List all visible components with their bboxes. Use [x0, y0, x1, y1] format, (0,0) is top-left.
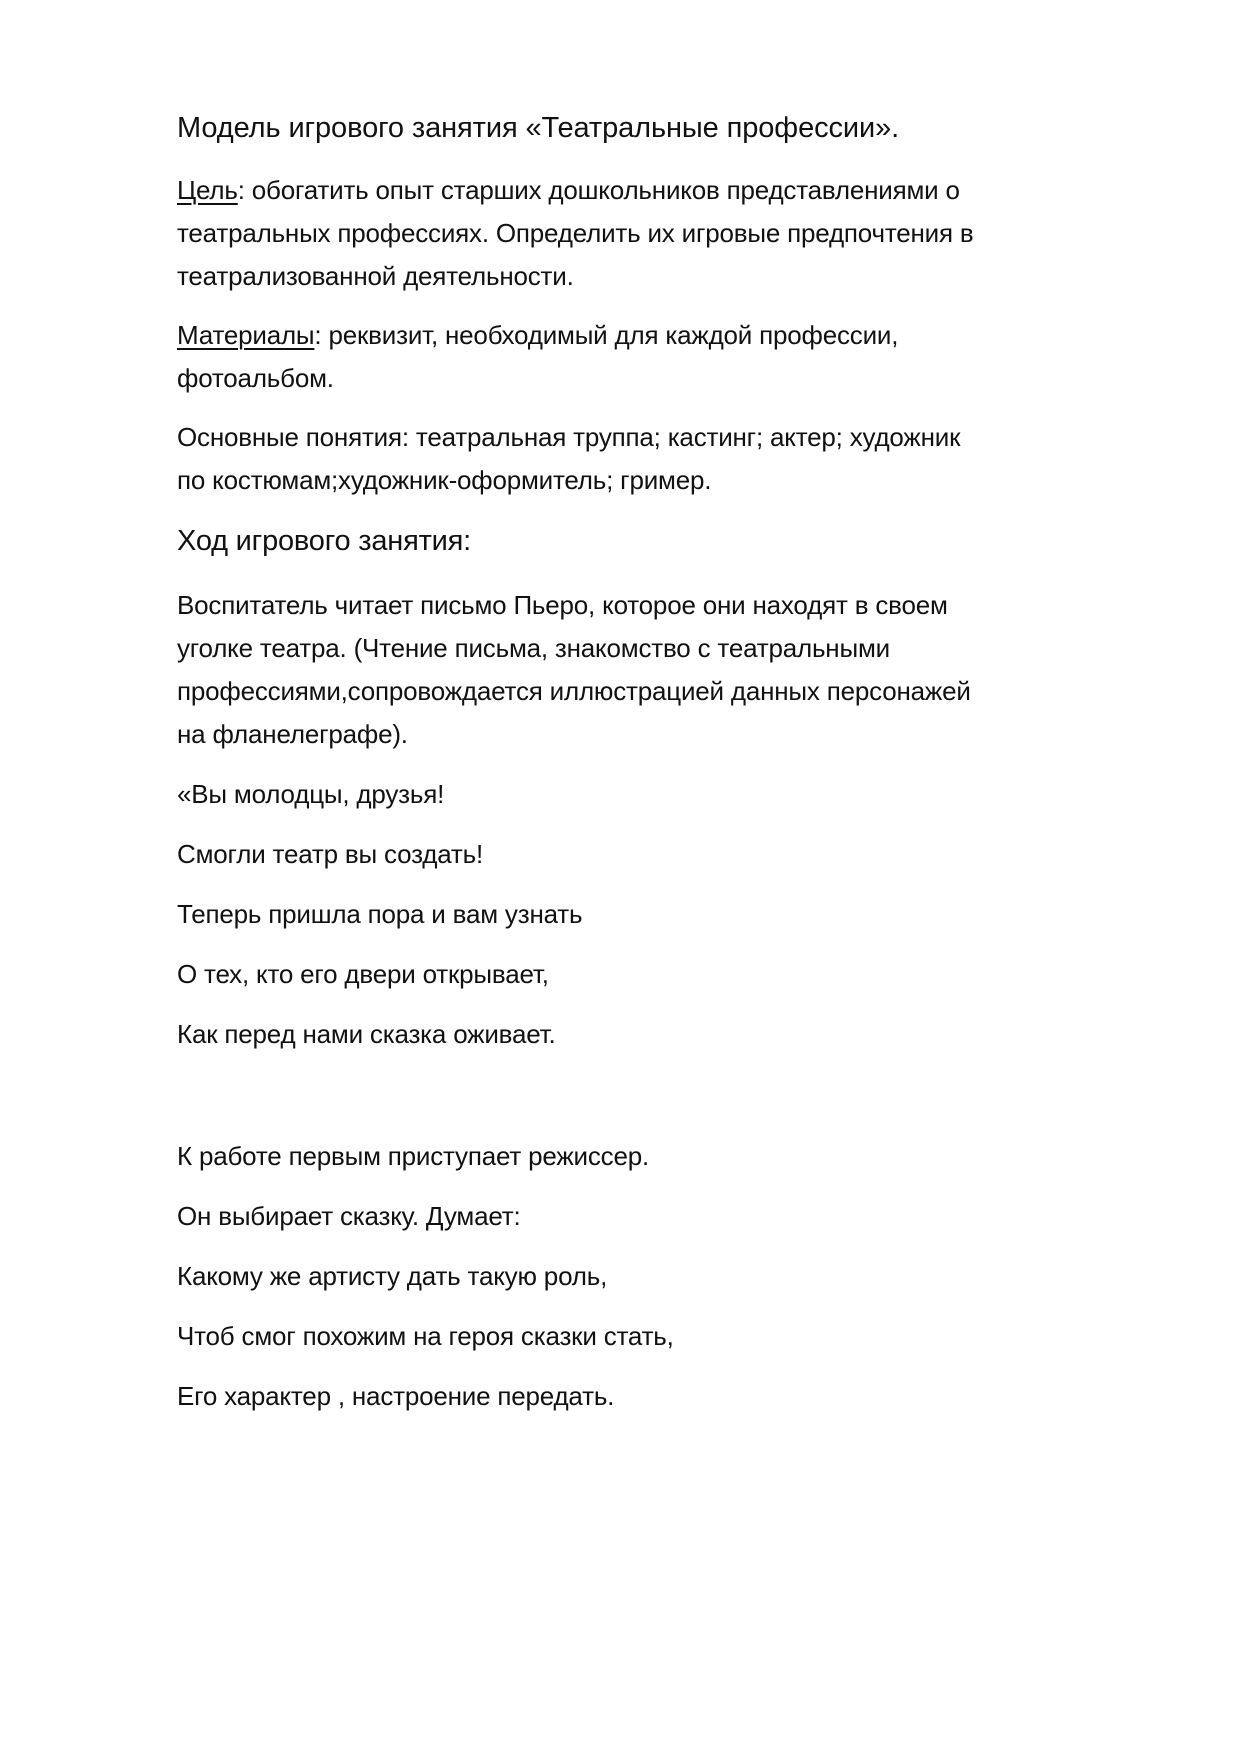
- poem2-line-1: К работе первым приступает режиссер.: [177, 1141, 649, 1171]
- course-heading: Ход игрового занятия:: [177, 525, 472, 557]
- concepts-line-1: Основные понятия: театральная труппа; кастинг; актер; художник: [177, 422, 961, 452]
- poem2-line-5: Его характер , настроение передать.: [177, 1381, 615, 1411]
- materials-text-1: : реквизит, необходимый для каждой профессии,: [314, 320, 899, 350]
- poem1-line-1: «Вы молодцы, друзья!: [177, 779, 445, 809]
- poem2-line-2: Он выбирает сказку. Думает:: [177, 1201, 521, 1231]
- materials-line-1: [177, 319, 898, 351]
- materials-line-2: фотоальбом.: [177, 363, 334, 393]
- goal-label: Цель: [177, 175, 238, 205]
- poem1-line-4: О тех, кто его двери открывает,: [177, 959, 549, 989]
- poem1-line-3: Теперь пришла пора и вам узнать: [177, 899, 583, 929]
- goal-text-1: : обогатить опыт старших дошкольников представлениями о: [237, 175, 960, 205]
- concepts-line-2: по костюмам;художник-оформитель; гример.: [177, 465, 712, 495]
- goal-line-2: театральных профессиях. Определить их игровые предпочтения в: [177, 218, 974, 248]
- intro-line-1: Воспитатель читает письмо Пьеро, которое они находят в своем: [177, 590, 948, 620]
- goal-line-1: [177, 174, 960, 206]
- intro-line-3: профессиями,сопровождается иллюстрацией данных персонажей: [177, 676, 971, 706]
- intro-line-2: уголке театра. (Чтение письма, знакомство с театральными: [177, 633, 890, 663]
- document-title: Модель игрового занятия «Театральные профессии».: [177, 112, 900, 144]
- intro-line-4: на фланелеграфе).: [177, 719, 408, 749]
- goal-line-3: театрализованной деятельности.: [177, 261, 574, 291]
- poem1-line-5: Как перед нами сказка оживает.: [177, 1019, 556, 1049]
- poem1-line-2: Смогли театр вы создать!: [177, 839, 483, 869]
- poem2-line-3: Какому же артисту дать такую роль,: [177, 1261, 608, 1291]
- materials-label: Материалы: [177, 320, 315, 350]
- poem2-line-4: Чтоб смог похожим на героя сказки стать,: [177, 1321, 674, 1351]
